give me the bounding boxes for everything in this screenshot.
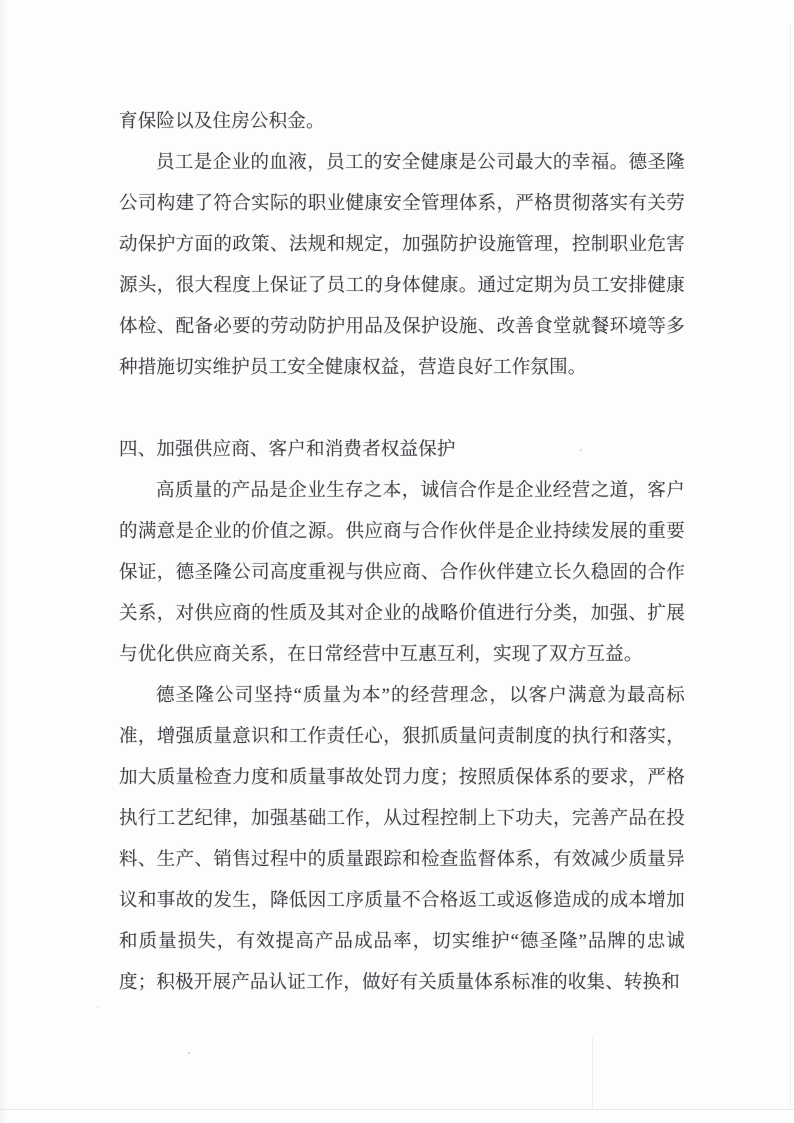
scan-speck: [188, 1052, 190, 1054]
scan-speck: [97, 1006, 99, 1008]
scan-artifact-right-edge-line: [790, 24, 791, 1110]
scan-speck: [580, 449, 582, 451]
scan-edge-shadow-left: [0, 0, 7, 1123]
scan-artifact-vertical-line: [592, 1038, 593, 1109]
paragraph-employee-health: 员工是企业的血液，员工的安全健康是公司最大的幸福。德圣隆公司构建了符合实际的职业健康安全管理体系，严格贯彻落实有关劳动保护方面的政策、法规和规定，加强防护设施管理，控制职业危害源头，很大程度上保证了员工的身体健康。通过定期为员工安排健康体检、配备必要的劳动防护用品及保护设施、改善食堂就餐环境等多种措施切实维护员工安全健康权益，营造良好工作氛围。: [119, 153, 685, 378]
paragraph-supplier-relations: 高质量的产品是企业生存之本，诚信合作是企业经营之道，客户的满意是企业的价值之源。供应商与合作伙伴是企业持续发展的重要保证，德圣隆公司高度重视与供应商、合作伙伴建立长久稳固的合作关系，对供应商的性质及其对企业的战略价值进行分类，加强、扩展与优化供应商关系，在日常经营中互惠互利，实现了双方互益。: [119, 481, 685, 665]
paragraph-continuation: 育保险以及住房公积金。: [119, 112, 325, 132]
document-content: [119, 102, 685, 1004]
paragraph-quality-management: 德圣隆公司坚持“质量为本”的经营理念，以客户满意为最高标准，增强质量意识和工作责任心，狠抓质量问责制度的执行和落实，加大质量检查力度和质量事故处罚力度；按照质保体系的要求，严格执行工艺纪律，加强基础工作，从过程控制上下功夫，完善产品在投料、生产、销售过程中的质量跟踪和检查监督体系，有效减少质量异议和事故的发生，降低因工序质量不合格返工或返修造成的成本增加和质量损失，有效提高产品成品率，切实维护“德圣隆”品牌的忠诚度；积极开展产品认证工作，做好有关质量体系标准的收集、转换和: [119, 686, 685, 993]
section-heading: 四、加强供应商、客户和消费者权益保护: [119, 440, 456, 460]
scan-artifact-bottom-line: [0, 1109, 794, 1110]
